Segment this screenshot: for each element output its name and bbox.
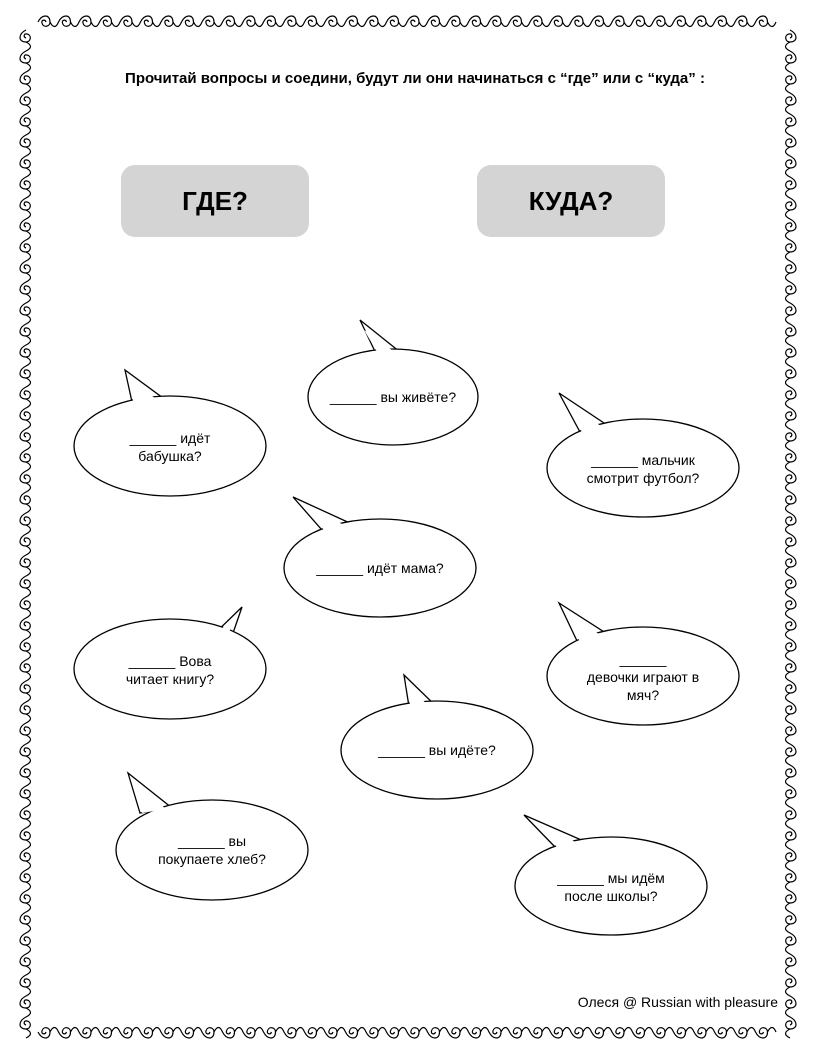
- bubble-question: ______ мальчик смотрит футбол?: [586, 452, 700, 486]
- author-credit: Олеся @ Russian with pleasure: [577, 994, 778, 1010]
- bubble-question: ______ девочки играют в мяч?: [586, 651, 700, 703]
- bubble-question: ______ идёт бабушка?: [129, 430, 211, 464]
- bubble-question: ______ вы покупаете хлеб?: [158, 833, 266, 867]
- bubble-question: ______ Вова читает книгу?: [125, 653, 215, 687]
- bubble-question: ______ вы идёте?: [378, 742, 496, 758]
- instruction-text: Прочитай вопросы и соедини, будут ли они начинаться с “где” или с “куда” :: [125, 70, 705, 87]
- header-kuda-box: КУДА?: [477, 165, 665, 237]
- header-gde-box: ГДЕ?: [121, 165, 309, 237]
- bubble-question: ______ идёт мама?: [316, 560, 444, 576]
- bubble-question: ______ мы идём после школы?: [557, 870, 665, 904]
- bubble-question: ______ вы живёте?: [329, 389, 457, 405]
